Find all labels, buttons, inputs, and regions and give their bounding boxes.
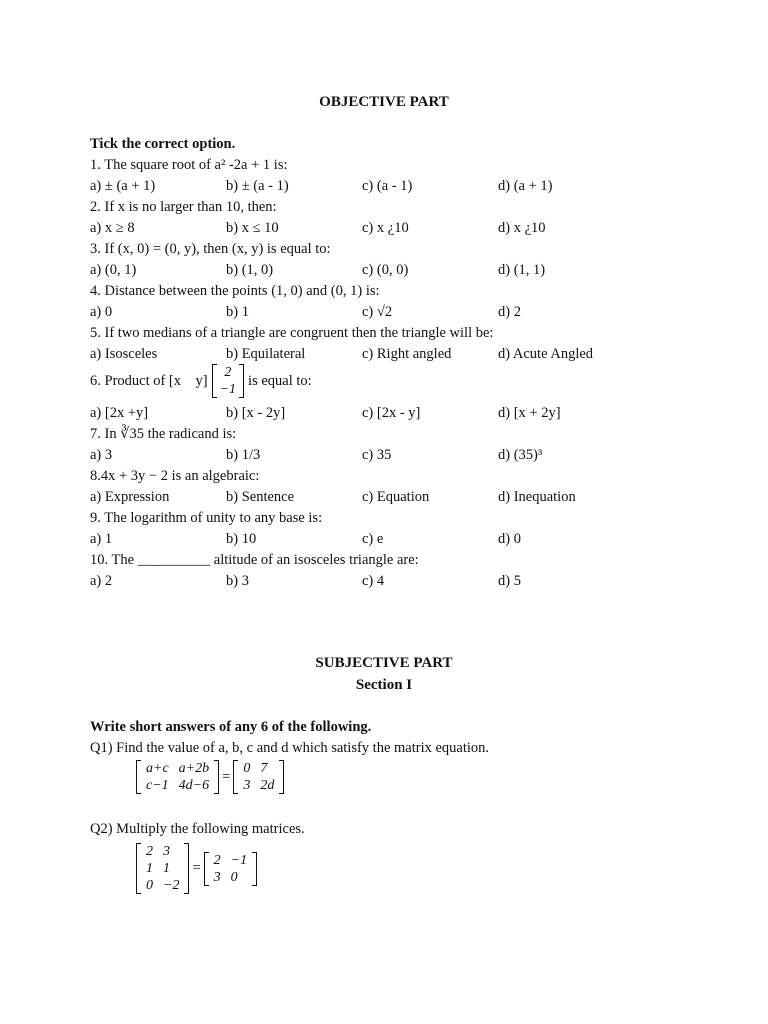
question-9-options	[0, 531, 768, 551]
question-8-options	[0, 489, 768, 509]
matrix-entry: 3	[243, 778, 251, 793]
option-b[interactable]: b) 1/3	[226, 447, 261, 463]
option-b[interactable]: b) Sentence	[226, 489, 295, 505]
subjective-part-title: SUBJECTIVE PART	[315, 655, 453, 671]
option-d[interactable]: d) [x + 2y]	[498, 405, 561, 421]
question-3-stem: 3. If (x, 0) = (0, y), then (x, y) is equal to:	[90, 241, 331, 257]
column-vector	[212, 364, 244, 398]
option-c[interactable]: c) Equation	[362, 489, 430, 505]
matrix-entry: 4d−6	[178, 778, 210, 793]
option-c[interactable]: c) √2	[362, 304, 393, 320]
question-4-options	[0, 304, 768, 324]
option-a[interactable]: a) ± (a + 1)	[90, 178, 156, 194]
option-d[interactable]: d) (1, 1)	[498, 262, 546, 278]
option-b[interactable]: b) ± (a - 1)	[226, 178, 289, 194]
option-b[interactable]: b) 1	[226, 304, 249, 320]
question-6-options	[0, 405, 768, 425]
option-b[interactable]: b) 10	[226, 531, 257, 547]
matrix-entry: −1	[230, 852, 248, 868]
objective-instruction: Tick the correct option.	[90, 136, 236, 152]
question-7-options	[0, 447, 768, 467]
option-b[interactable]: b) Equilateral	[226, 346, 306, 362]
q1-matrix-equation	[136, 760, 284, 794]
option-d[interactable]: d) x ¿10	[498, 220, 546, 236]
matrix-entry: 0	[230, 869, 238, 885]
option-b[interactable]: b) [x - 2y]	[226, 405, 286, 421]
option-b[interactable]: b) 3	[226, 573, 249, 589]
equals-sign: =	[222, 768, 231, 785]
q2-left-matrix	[136, 843, 189, 894]
option-d[interactable]: d) (a + 1)	[498, 178, 553, 194]
subjective-instruction: Write short answers of any 6 of the following.	[90, 719, 372, 735]
matrix-entry: 2	[213, 852, 221, 868]
vector-entry: 2	[224, 365, 232, 380]
option-a[interactable]: a) Expression	[90, 489, 170, 505]
question-9-stem: 9. The logarithm of unity to any base is:	[90, 510, 323, 526]
option-a[interactable]: a) [2x +y]	[90, 405, 149, 421]
option-d[interactable]: d) 2	[498, 304, 521, 320]
question-8-stem: 8.4x + 3y − 2 is an algebraic:	[90, 468, 260, 484]
question-1-options	[0, 178, 768, 198]
section-title: Section I	[355, 677, 413, 693]
equals-sign: =	[192, 860, 201, 876]
option-a[interactable]: a) x ≥ 8	[90, 220, 135, 236]
option-c[interactable]: c) 35	[362, 447, 392, 463]
option-a[interactable]: a) 1	[90, 531, 113, 547]
option-a[interactable]: a) (0, 1)	[90, 262, 137, 278]
question-6-prefix: 6. Product of [x y]	[90, 372, 208, 389]
matrix-entry: 3	[163, 844, 170, 859]
option-b[interactable]: b) x ≤ 10	[226, 220, 279, 236]
option-d[interactable]: d) 5	[498, 573, 521, 589]
option-a[interactable]: a) 0	[90, 304, 113, 320]
option-d[interactable]: d) (35)³	[498, 447, 543, 463]
question-1-text: 1. The square root of a² -2a + 1 is:	[90, 157, 288, 173]
question-6-suffix: is equal to:	[248, 372, 312, 389]
question-3-options	[0, 262, 768, 282]
option-d[interactable]: d) Inequation	[498, 489, 576, 505]
matrix-entry: a+c	[146, 761, 169, 776]
option-d[interactable]: d) 0	[498, 531, 521, 547]
question-5-stem: 5. If two medians of a triangle are congruent then the triangle will be:	[90, 325, 494, 341]
option-a[interactable]: a) Isosceles	[90, 346, 158, 362]
question-10-options	[0, 573, 768, 593]
matrix-entry: 2d	[260, 778, 275, 793]
q2-matrix-expression	[136, 843, 257, 894]
question-6-stem	[90, 364, 312, 398]
option-a[interactable]: a) 3	[90, 447, 113, 463]
matrix-entry: 1	[163, 861, 170, 876]
option-c[interactable]: c) e	[362, 531, 384, 547]
q2-text: Q2) Multiply the following matrices.	[90, 821, 305, 837]
option-c[interactable]: c) [2x - y]	[362, 405, 421, 421]
matrix-entry: 1	[146, 861, 153, 876]
q1-text: Q1) Find the value of a, b, c and d which satisfy the matrix equation.	[90, 740, 490, 756]
option-b[interactable]: b) (1, 0)	[226, 262, 274, 278]
option-c[interactable]: c) (0, 0)	[362, 262, 409, 278]
question-7-stem: 7. In ∛35 the radicand is:	[90, 426, 237, 442]
q1-left-matrix	[136, 760, 219, 794]
q2-right-matrix	[204, 852, 257, 886]
option-a[interactable]: a) 2	[90, 573, 113, 589]
option-c[interactable]: c) 4	[362, 573, 385, 589]
objective-part-title: OBJECTIVE PART	[319, 94, 449, 110]
question-4-stem: 4. Distance between the points (1, 0) and (0, 1) is:	[90, 283, 380, 299]
matrix-entry: 0	[146, 878, 153, 893]
matrix-entry: 7	[260, 761, 268, 776]
question-2-stem: 2. If x is no larger than 10, then:	[90, 199, 277, 215]
matrix-entry: 2	[146, 844, 153, 859]
matrix-entry: −2	[163, 878, 180, 893]
option-d[interactable]: d) Acute Angled	[498, 346, 594, 362]
question-10-stem: 10. The __________ altitude of an isosceles triangle are:	[90, 552, 419, 568]
matrix-entry: c−1	[146, 778, 169, 793]
matrix-entry: 3	[213, 869, 221, 885]
matrix-entry: a+2b	[178, 761, 210, 776]
q1-right-matrix	[233, 760, 284, 794]
question-2-options	[0, 220, 768, 240]
matrix-entry: 0	[243, 761, 251, 776]
option-c[interactable]: c) Right angled	[362, 346, 452, 362]
question-5-options	[0, 346, 768, 366]
question-1-stem	[90, 157, 288, 174]
option-c[interactable]: c) x ¿10	[362, 220, 409, 236]
option-c[interactable]: c) (a - 1)	[362, 178, 413, 194]
vector-entry: −1	[219, 382, 237, 397]
